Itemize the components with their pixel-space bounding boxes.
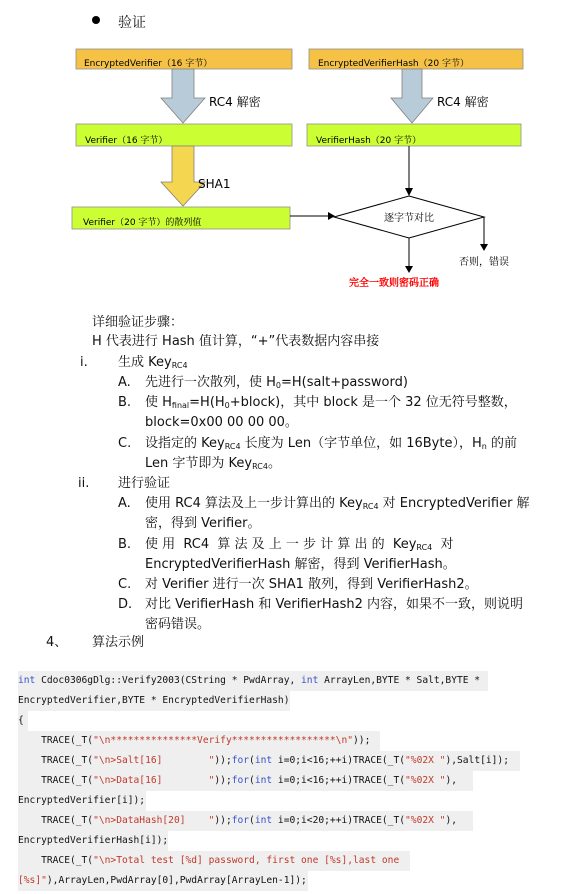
code-line-6: TRACE(_T("\n>Data[16] "));for(int i=0;i<16;++i)TRACE(_T("%02X "), [18,771,473,791]
step-i-b-marker: B. [118,395,132,410]
step-i-c-text: 设指定的 Key$_{RC4}$ 长度为 Len（字节单位，如 16Byte），$H_n$ 的前 [145,436,517,451]
code-line-1: int Cdoc0306gDlg::Verify2003(CString * PwdArray, int ArrayLen,BYTE * Salt,BYTE * [18,671,488,691]
step-ii-c-text: 对 Verifier 进行一次 SHA1 散列，得到 VerifierHash2。 [145,577,478,592]
verifier20-label: Verifier（20 字节）的散列值 [83,218,202,228]
section-4-title: 算法示例 [92,635,145,650]
arrowhead-else-icon [480,244,488,251]
step-ii-d-text-line2: 密码错误。 [145,617,211,632]
step-ii-d-text: 对比 VerifierHash 和 VerifierHash2 内容，如果不一致，则说明 [145,597,524,612]
step-i-a-text: 先进行一次散列，使 $H_0=H(salt+password)$ [145,375,408,390]
step-i-b-text: 使 $H_{final}=H(H_0+block)$，其中 block 是一个 32 位无符号整数， [145,395,517,410]
step-ii-c-marker: C. [118,577,132,592]
code-line-11: [%s]"),ArrayLen,PwdArray[0],PwdArray[ArrayLen-1]); [18,871,308,891]
section-title: 验证 [118,15,146,31]
arrowhead-down-icon [405,188,413,196]
step-ii-d-marker: D. [118,597,133,612]
verifier-label: Verifier（16 字节） [85,136,168,146]
rc4-right-label: RC4 解密 [437,95,489,109]
verification-flow-diagram [0,40,583,300]
rc4-decrypt-arrow-left [161,69,205,123]
arrowhead-icon [328,212,335,220]
encrypted-verifier-label: EncryptedVerifier（16 字节） [84,59,213,69]
step-i-title: 生成 Key$_{RC4}$ [118,355,188,370]
success-label: 完全一致则密码正确 [349,278,439,289]
rc4-decrypt-arrow-right [391,69,433,123]
rc4-left-label: RC4 解密 [209,95,261,109]
arrowhead-success-icon [405,266,413,273]
sha1-arrow [161,146,205,206]
code-line-9: EncryptedVerifierHash[i]); [18,831,168,851]
step-ii-title: 进行验证 [118,476,171,491]
step-i-marker: i. [80,355,88,370]
step-ii-b-text: 使 用 RC4 算 法 及 上 一 步 计 算 出 的 Key$_{RC4}$ 对 [145,537,454,552]
code-line-7: EncryptedVerifier[i]); [18,791,146,811]
sha1-label: SHA1 [198,177,231,191]
code-line-3: { [18,711,28,731]
code-line-8: TRACE(_T("\n>DataHash[20] "));for(int i=0;i<20;++i)TRACE(_T("%02X "), [18,811,473,831]
step-ii-a-text-line2: 密，得到 Verifier。 [145,516,261,531]
step-ii-b-text-line2: EncryptedVerifierHash 解密，得到 VerifierHash。 [145,557,456,572]
code-line-4: TRACE(_T("\n***************Verify******************\n")); [18,731,380,751]
steps-intro: 详细验证步骤： [92,315,184,330]
verifier-hash-label: VerifierHash（20 字节） [316,136,422,146]
step-i-b-text-line2: block=0x00 00 00 00。 [145,415,298,430]
section-4-marker: 4、 [46,635,68,650]
decision-label: 逐字节对比 [384,213,434,224]
else-label: 否则，错误 [459,257,509,268]
hash-notation-note: H 代表进行 Hash 值计算，“+”代表数据内容串接 [92,334,380,349]
step-i-c-text-line2: Len 字节即为 Key$_{RC4}$。 [145,456,281,471]
code-line-2: EncryptedVerifier,BYTE * EncryptedVerifierHash) [18,691,290,711]
step-i-c-marker: C. [118,436,132,451]
code-line-10: TRACE(_T("\n>Total test [%d] password, first one [%s],last one [18,851,410,871]
step-ii-a-text: 使用 RC4 算法及上一步计算出的 Key$_{RC4}$ 对 EncryptedVerifier 解 [145,496,530,511]
step-ii-a-marker: A. [118,496,131,511]
encrypted-verifier-hash-label: EncryptedVerifierHash（20 字节） [318,59,469,69]
step-ii-marker: ii. [78,476,90,491]
step-ii-b-marker: B. [118,537,132,552]
code-line-5: TRACE(_T("\n>Salt[16] "));for(int i=0;i<16;++i)TRACE(_T("%02X "),Salt[i]); [18,751,520,771]
step-i-a-marker: A. [118,375,131,390]
